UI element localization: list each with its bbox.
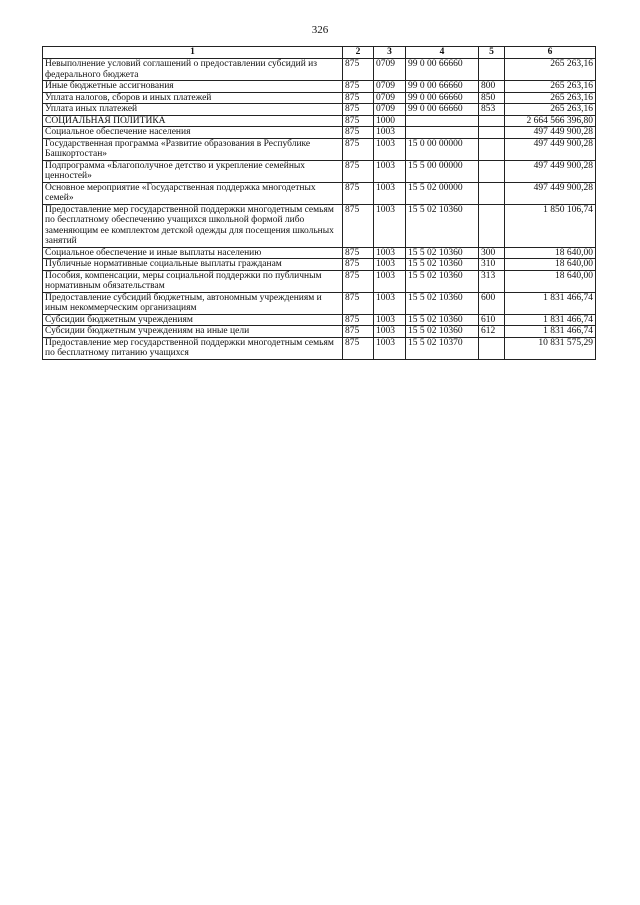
row-name: Предоставление мер государственной поддержки многодетным семьям по бесплатному питанию учащихся: [43, 337, 343, 359]
row-col-4: 15 5 02 10360: [406, 326, 479, 338]
table-row: [43, 104, 596, 116]
row-name: Субсидии бюджетным учреждениям на иные цели: [43, 326, 343, 338]
row-col-2: 875: [343, 59, 374, 81]
row-col-4: 15 5 02 10360: [406, 292, 479, 314]
row-col-2: 875: [343, 160, 374, 182]
row-amount: 265 263,16: [505, 59, 596, 81]
row-name: Государственная программа «Развитие образования в Республике Башкортостан»: [43, 138, 343, 160]
table-row: [43, 259, 596, 271]
row-col-2: 875: [343, 115, 374, 127]
row-col-3: 1003: [374, 314, 406, 326]
table-row: [43, 160, 596, 182]
row-col-5: [479, 182, 505, 204]
row-col-5: 313: [479, 270, 505, 292]
row-amount: 497 449 900,28: [505, 127, 596, 139]
row-amount: 1 831 466,74: [505, 314, 596, 326]
row-name: Иные бюджетные ассигнования: [43, 81, 343, 93]
row-col-2: 875: [343, 326, 374, 338]
row-name: Предоставление субсидий бюджетным, автономным учреждениям и иным некоммерческим организациям: [43, 292, 343, 314]
row-col-3: 1003: [374, 127, 406, 139]
row-col-3: 1003: [374, 182, 406, 204]
row-name: Подпрограмма «Благополучное детство и укрепление семейных ценностей»: [43, 160, 343, 182]
row-col-5: 612: [479, 326, 505, 338]
row-col-5: [479, 115, 505, 127]
row-col-2: 875: [343, 182, 374, 204]
row-col-2: 875: [343, 204, 374, 247]
row-col-3: 1003: [374, 270, 406, 292]
row-col-5: [479, 59, 505, 81]
row-amount: 18 640,00: [505, 247, 596, 259]
table-row: [43, 92, 596, 104]
row-col-2: 875: [343, 292, 374, 314]
row-col-4: 99 0 00 66660: [406, 81, 479, 93]
row-name: СОЦИАЛЬНАЯ ПОЛИТИКА: [43, 115, 343, 127]
row-name: Публичные нормативные социальные выплаты гражданам: [43, 259, 343, 271]
row-col-3: 0709: [374, 104, 406, 116]
row-col-4: 15 5 02 10360: [406, 314, 479, 326]
table-row: [43, 247, 596, 259]
table-row: [43, 127, 596, 139]
row-col-3: 1003: [374, 160, 406, 182]
row-col-2: 875: [343, 314, 374, 326]
column-header-3: 3: [374, 47, 406, 59]
table-row: [43, 292, 596, 314]
page-number: 326: [311, 24, 329, 36]
column-header-4: 4: [406, 47, 479, 59]
row-col-4: 15 0 00 00000: [406, 138, 479, 160]
row-col-2: 875: [343, 247, 374, 259]
row-col-5: 610: [479, 314, 505, 326]
row-col-2: 875: [343, 270, 374, 292]
row-col-5: [479, 160, 505, 182]
row-col-4: 15 5 02 10360: [406, 259, 479, 271]
table-row: [43, 59, 596, 81]
row-col-2: 875: [343, 104, 374, 116]
budget-table: [42, 46, 596, 360]
row-col-5: 853: [479, 104, 505, 116]
table-row: [43, 115, 596, 127]
row-amount: 18 640,00: [505, 270, 596, 292]
row-col-4: 99 0 00 66660: [406, 92, 479, 104]
row-name: Основное мероприятие «Государственная поддержка многодетных семей»: [43, 182, 343, 204]
row-col-4: [406, 127, 479, 139]
row-col-4: 15 5 02 10360: [406, 204, 479, 247]
row-col-4: 99 0 00 66660: [406, 59, 479, 81]
row-col-4: 15 5 02 10370: [406, 337, 479, 359]
row-col-4: 15 5 02 10360: [406, 270, 479, 292]
row-name: Субсидии бюджетным учреждениям: [43, 314, 343, 326]
row-col-5: 850: [479, 92, 505, 104]
row-col-2: 875: [343, 92, 374, 104]
row-name: Пособия, компенсации, меры социальной поддержки по публичным нормативным обязательствам: [43, 270, 343, 292]
row-col-4: 99 0 00 66660: [406, 104, 479, 116]
row-amount: 265 263,16: [505, 81, 596, 93]
table-row: [43, 270, 596, 292]
row-name: Предоставление мер государственной поддержки многодетным семьям по бесплатному обеспечению учащихся школьной формой либо заменяющим ее комплектом детской одежды для посещения школьных занятий: [43, 204, 343, 247]
table-body: [43, 59, 596, 360]
row-col-5: 300: [479, 247, 505, 259]
table-row: [43, 314, 596, 326]
table-row: [43, 182, 596, 204]
row-name: Уплата иных платежей: [43, 104, 343, 116]
row-col-4: 15 5 02 10360: [406, 247, 479, 259]
row-col-2: 875: [343, 138, 374, 160]
row-amount: 1 831 466,74: [505, 292, 596, 314]
row-amount: 265 263,16: [505, 104, 596, 116]
row-col-3: 1003: [374, 204, 406, 247]
row-amount: 497 449 900,28: [505, 160, 596, 182]
column-header-2: 2: [343, 47, 374, 59]
row-amount: 1 831 466,74: [505, 326, 596, 338]
column-header-5: 5: [479, 47, 505, 59]
row-col-3: 1003: [374, 247, 406, 259]
row-col-5: [479, 127, 505, 139]
row-col-3: 0709: [374, 92, 406, 104]
table-row: [43, 337, 596, 359]
row-col-4: 15 5 00 00000: [406, 160, 479, 182]
table-row: [43, 326, 596, 338]
table-row: [43, 138, 596, 160]
row-amount: 265 263,16: [505, 92, 596, 104]
row-amount: 497 449 900,28: [505, 138, 596, 160]
row-col-2: 875: [343, 259, 374, 271]
row-col-3: 1003: [374, 138, 406, 160]
row-col-5: 800: [479, 81, 505, 93]
table-row: [43, 81, 596, 93]
row-col-5: [479, 138, 505, 160]
row-name: Социальное обеспечение и иные выплаты населению: [43, 247, 343, 259]
column-header-6: 6: [505, 47, 596, 59]
row-col-3: 1003: [374, 259, 406, 271]
row-col-5: 600: [479, 292, 505, 314]
row-col-3: 1003: [374, 292, 406, 314]
row-name: Социальное обеспечение населения: [43, 127, 343, 139]
row-col-3: 1003: [374, 337, 406, 359]
row-col-2: 875: [343, 127, 374, 139]
row-name: Уплата налогов, сборов и иных платежей: [43, 92, 343, 104]
column-header-1: 1: [43, 47, 343, 59]
row-col-4: 15 5 02 00000: [406, 182, 479, 204]
row-amount: 1 850 106,74: [505, 204, 596, 247]
row-col-2: 875: [343, 337, 374, 359]
row-col-3: 1000: [374, 115, 406, 127]
row-col-4: [406, 115, 479, 127]
row-amount: 497 449 900,28: [505, 182, 596, 204]
header-row: [43, 47, 596, 59]
row-amount: 2 664 566 396,80: [505, 115, 596, 127]
row-name: Невыполнение условий соглашений о предоставлении субсидий из федерального бюджета: [43, 59, 343, 81]
row-col-5: [479, 337, 505, 359]
row-col-5: [479, 204, 505, 247]
row-col-3: 0709: [374, 81, 406, 93]
row-col-3: 1003: [374, 326, 406, 338]
table-row: [43, 204, 596, 247]
row-amount: 10 831 575,29: [505, 337, 596, 359]
row-amount: 18 640,00: [505, 259, 596, 271]
row-col-2: 875: [343, 81, 374, 93]
row-col-5: 310: [479, 259, 505, 271]
row-col-3: 0709: [374, 59, 406, 81]
